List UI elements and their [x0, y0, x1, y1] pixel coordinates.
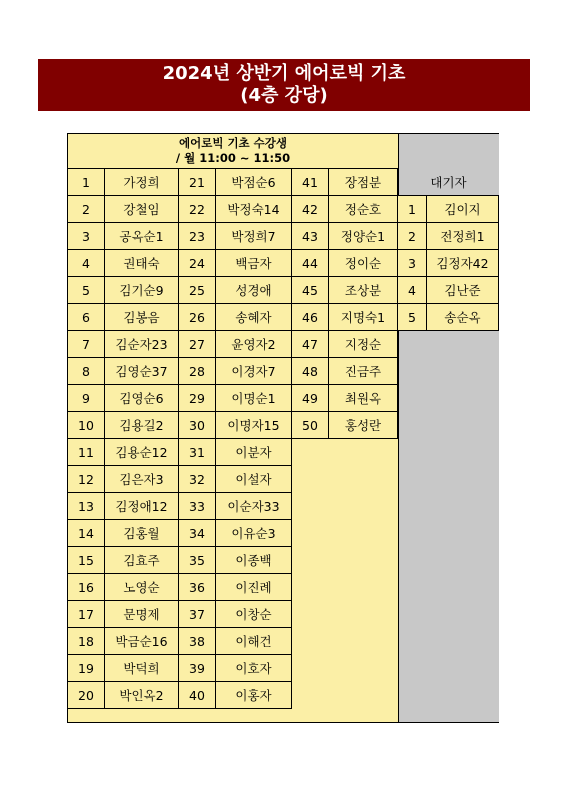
student-number: 41	[292, 169, 329, 196]
student-name: 지정순	[329, 331, 398, 358]
student-number: 25	[179, 277, 216, 304]
student-number: 36	[179, 574, 216, 601]
student-name: 공옥순1	[105, 223, 179, 250]
student-number: 14	[68, 520, 105, 547]
student-number: 26	[179, 304, 216, 331]
waitlist-number: 2	[398, 223, 427, 250]
student-name: 김영순6	[105, 385, 179, 412]
student-number: 8	[68, 358, 105, 385]
student-name: 김홍월	[105, 520, 179, 547]
student-name: 박정숙14	[216, 196, 292, 223]
student-number: 43	[292, 223, 329, 250]
student-number: 17	[68, 601, 105, 628]
student-name: 이순자33	[216, 493, 292, 520]
student-name: 홍성란	[329, 412, 398, 439]
student-name: 지명숙1	[329, 304, 398, 331]
student-name: 송혜자	[216, 304, 292, 331]
waitlist-number: 3	[398, 250, 427, 277]
student-number: 28	[179, 358, 216, 385]
student-name: 성경애	[216, 277, 292, 304]
student-name: 권태숙	[105, 250, 179, 277]
student-number: 11	[68, 439, 105, 466]
student-number: 12	[68, 466, 105, 493]
student-number: 23	[179, 223, 216, 250]
table-header	[68, 134, 398, 169]
student-number: 46	[292, 304, 329, 331]
student-number: 32	[179, 466, 216, 493]
student-name: 김효주	[105, 547, 179, 574]
student-name: 가정희	[105, 169, 179, 196]
student-name: 김기순9	[105, 277, 179, 304]
title-banner	[38, 59, 530, 111]
student-number: 35	[179, 547, 216, 574]
student-name: 박점순6	[216, 169, 292, 196]
student-name: 이명자15	[216, 412, 292, 439]
student-name: 김영순37	[105, 358, 179, 385]
waitlist-number: 5	[398, 304, 427, 331]
student-number: 44	[292, 250, 329, 277]
student-number: 9	[68, 385, 105, 412]
student-number: 42	[292, 196, 329, 223]
student-number: 39	[179, 655, 216, 682]
student-name: 이명순1	[216, 385, 292, 412]
student-name: 김순자23	[105, 331, 179, 358]
student-number: 22	[179, 196, 216, 223]
student-number: 15	[68, 547, 105, 574]
waitlist-name: 김난준	[427, 277, 499, 304]
student-number: 31	[179, 439, 216, 466]
student-name: 김은자3	[105, 466, 179, 493]
waitlist-name: 김이지	[427, 196, 499, 223]
waitlist-number: 1	[398, 196, 427, 223]
student-name: 조상분	[329, 277, 398, 304]
student-number: 1	[68, 169, 105, 196]
student-number: 7	[68, 331, 105, 358]
student-name: 박인옥2	[105, 682, 179, 709]
student-number: 5	[68, 277, 105, 304]
student-name: 강철임	[105, 196, 179, 223]
student-number: 45	[292, 277, 329, 304]
student-number: 47	[292, 331, 329, 358]
student-number: 21	[179, 169, 216, 196]
student-name: 백금자	[216, 250, 292, 277]
student-number: 30	[179, 412, 216, 439]
student-name: 진금주	[329, 358, 398, 385]
student-number: 38	[179, 628, 216, 655]
student-name: 이해건	[216, 628, 292, 655]
student-name: 이홍자	[216, 682, 292, 709]
student-number: 6	[68, 304, 105, 331]
student-name: 이종백	[216, 547, 292, 574]
student-name: 김용길2	[105, 412, 179, 439]
student-number: 16	[68, 574, 105, 601]
waitlist-name: 송순옥	[427, 304, 499, 331]
student-number: 10	[68, 412, 105, 439]
student-name: 이진례	[216, 574, 292, 601]
student-name: 김용순12	[105, 439, 179, 466]
student-name: 정양순1	[329, 223, 398, 250]
waitlist-number: 4	[398, 277, 427, 304]
student-number: 49	[292, 385, 329, 412]
title-line-1: 2024년 상반기 에어로빅 기초	[162, 63, 406, 84]
header-line-2: / 월 11:00 ~ 11:50	[175, 151, 291, 165]
waitlist-name: 전정희1	[427, 223, 499, 250]
student-number: 3	[68, 223, 105, 250]
student-number: 50	[292, 412, 329, 439]
student-name: 이경자7	[216, 358, 292, 385]
student-name: 정이순	[329, 250, 398, 277]
student-number: 34	[179, 520, 216, 547]
student-number: 19	[68, 655, 105, 682]
student-number: 37	[179, 601, 216, 628]
header-line-1: 에어로빅 기초 수강생	[179, 136, 287, 150]
student-name: 문명제	[105, 601, 179, 628]
student-number: 24	[179, 250, 216, 277]
student-name: 윤영자2	[216, 331, 292, 358]
student-number: 2	[68, 196, 105, 223]
student-name: 김정애12	[105, 493, 179, 520]
student-number: 20	[68, 682, 105, 709]
student-name: 박금순16	[105, 628, 179, 655]
student-name: 노영순	[105, 574, 179, 601]
title-line-2: (4층 강당)	[240, 85, 328, 106]
student-number: 40	[179, 682, 216, 709]
student-name: 박정희7	[216, 223, 292, 250]
student-name: 김봉음	[105, 304, 179, 331]
student-number: 13	[68, 493, 105, 520]
waitlist-name: 김정자42	[427, 250, 499, 277]
student-name: 최원옥	[329, 385, 398, 412]
student-number: 18	[68, 628, 105, 655]
student-name: 이창순	[216, 601, 292, 628]
student-name: 이호자	[216, 655, 292, 682]
student-number: 4	[68, 250, 105, 277]
roster-table	[67, 133, 499, 723]
student-name: 이분자	[216, 439, 292, 466]
student-name: 정순호	[329, 196, 398, 223]
student-name: 박덕희	[105, 655, 179, 682]
waitlist-title: 대기자	[398, 169, 499, 196]
student-number: 29	[179, 385, 216, 412]
student-number: 33	[179, 493, 216, 520]
student-name: 장점분	[329, 169, 398, 196]
student-number: 27	[179, 331, 216, 358]
student-name: 이설자	[216, 466, 292, 493]
student-name: 이유순3	[216, 520, 292, 547]
student-number: 48	[292, 358, 329, 385]
